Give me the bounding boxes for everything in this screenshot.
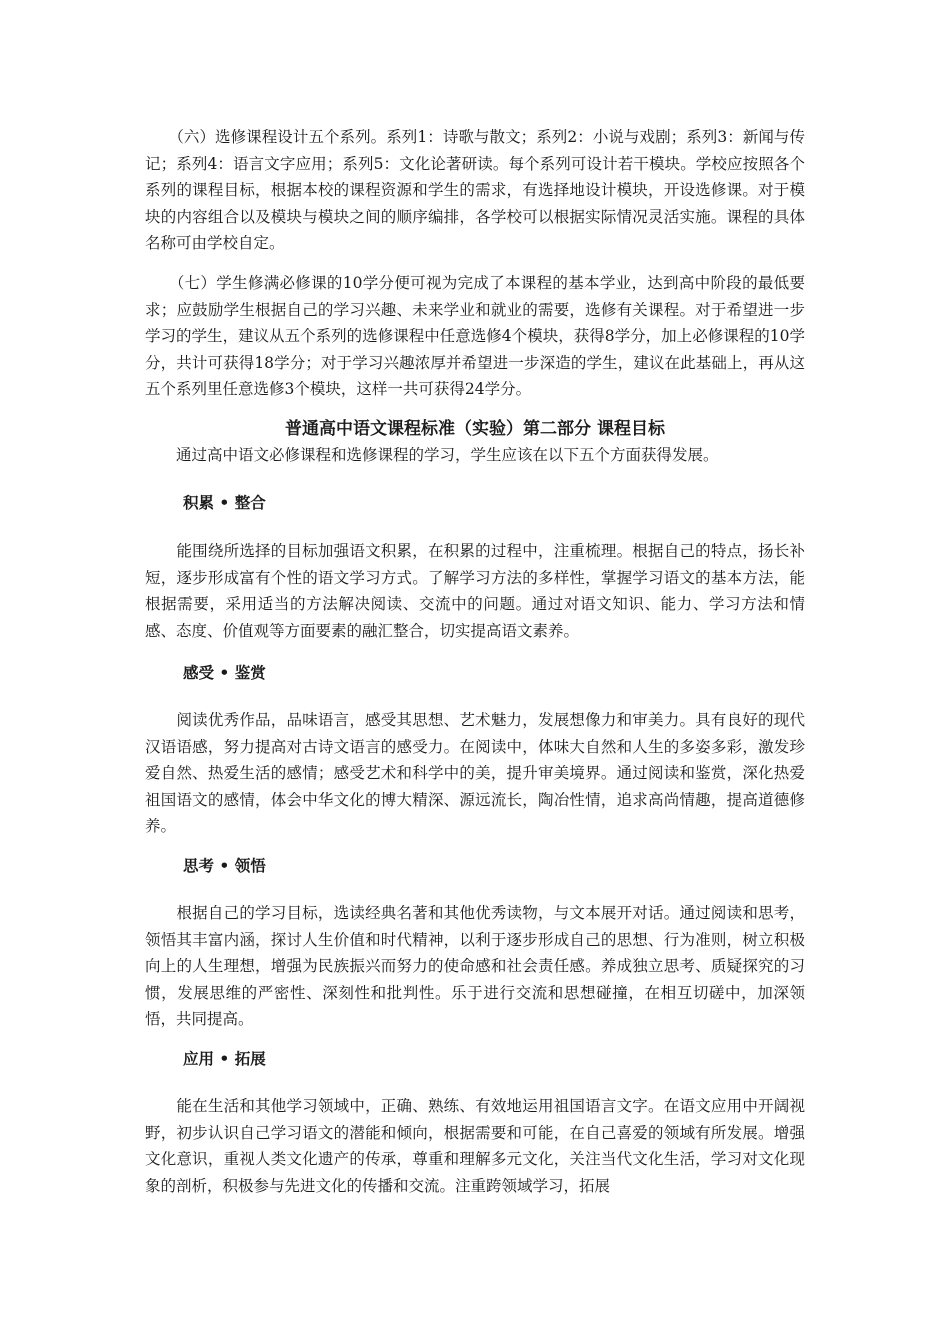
heading-application: 应用 • 拓展 [183, 1050, 266, 1068]
body-appreciation: 阅读优秀作品，品味语言，感受其思想、艺术魅力，发展想像力和审美力。具有良好的现代汉语语感，努力提高对古诗文语言的感受力。在阅读中，体味大自然和人生的多姿多彩，激发珍爱自然、热爱生活的感情；感受艺术和科学中的美，提升审美境界。通过阅读和鉴赏，深化热爱祖国语文的感情，体会中华文化的博大精深、源远流长，陶冶性情，追求高尚情趣，提高道德修养。 [145, 711, 805, 835]
heading-accumulation: 积累 • 整合 [183, 494, 266, 512]
heading-appreciation: 感受 • 鉴赏 [183, 664, 266, 682]
intro-paragraph: 通过高中语文必修课程和选修课程的学习，学生应该在以下五个方面获得发展。 [145, 446, 719, 464]
paragraph-six: （六）选修课程设计五个系列。系列1：诗歌与散文；系列2：小说与戏剧；系列3：新闻与传记；系列4：语言文字应用；系列5：文化论著研读。每个系列可设计若干模块。学校应按照各个系列的课程目标，根据本校的课程资源和学生的需求，有选择地设计模块，开设选修课。对于模块的内容组合以及模块与模块之间的顺序编排，各学校可以根据实际情况灵活实施。课程的具体名称可由学校自定。 [145, 128, 805, 252]
body-accumulation: 能围绕所选择的目标加强语文积累，在积累的过程中，注重梳理。根据自己的特点，扬长补短，逐步形成富有个性的语文学习方式。了解学习方法的多样性，掌握学习语文的基本方法，能根据需要，采用适当的方法解决阅读、交流中的问题。通过对语文知识、能力、学习方法和情感、态度、价值观等方面要素的融汇整合，切实提高语文素养。 [145, 542, 805, 640]
body-reflection: 根据自己的学习目标，选读经典名著和其他优秀读物，与文本展开对话。通过阅读和思考，领悟其丰富内涵，探讨人生价值和时代精神，以利于逐步形成自己的思想、行为准则，树立积极向上的人生理想，增强为民族振兴而努力的使命感和社会责任感。养成独立思考、质疑探究的习惯，发展思维的严密性、深刻性和批判性。乐于进行交流和思想碰撞，在相互切磋中，加深领悟，共同提高。 [145, 904, 805, 1028]
heading-reflection: 思考 • 领悟 [183, 857, 266, 875]
paragraph-seven: （七）学生修满必修课的10学分便可视为完成了本课程的基本学业，达到高中阶段的最低要求；应鼓励学生根据自己的学习兴趣、未来学业和就业的需要，选修有关课程。对于希望进一步学习的学生，建议从五个系列的选修课程中任意选修4个模块，获得8学分，加上必修课程的10学分，共计可获得18学分；对于学习兴趣浓厚并希望进一步深造的学生，建议在此基础上，再从这五个系列里任意选修3个模块，这样一共可获得24学分。 [145, 274, 805, 398]
section-title: 普通高中语文课程标准（实验）第二部分 课程目标 [285, 419, 665, 439]
body-application: 能在生活和其他学习领域中，正确、熟练、有效地运用祖国语言文字。在语文应用中开阔视野，初步认识自己学习语文的潜能和倾向，根据需要和可能，在自己喜爱的领域有所发展。增强文化意识，重视人类文化遗产的传承，尊重和理解多元文化，关注当代文化生活，学习对文化现象的剖析，积极参与先进文化的传播和交流。注重跨领域学习，拓展 [145, 1097, 805, 1195]
